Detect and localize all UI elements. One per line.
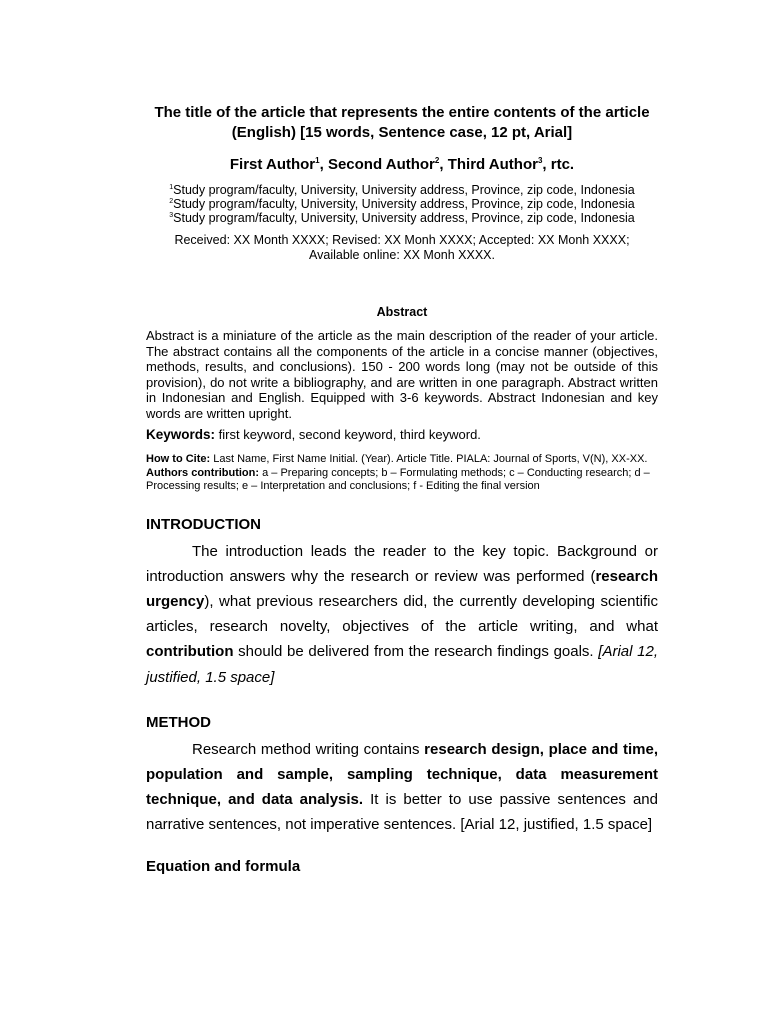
introduction-bold-text: contribution — [146, 643, 234, 661]
introduction-bold-text: research urgency — [146, 567, 658, 610]
author-separator: , — [439, 156, 448, 173]
citation-block — [146, 453, 658, 494]
dates-line-1: Received: XX Month XXXX; Revised: XX Monh XXXX; Accepted: XX Monh XXXX; — [174, 233, 630, 247]
abstract-text: Abstract is a miniature of the article as the main description of the reader of your article. The abstract contains all the components of the article in a concise manner (objectives, methods, results, and conclusions). 150 - 200 words long (may not be outside of this provision), do not write a bibliography, and are written in one paragraph. Abstract written in Indonesian and English. Equipped with 3-6 keywords. Abstract Indonesian and key words are written upright. — [146, 328, 658, 421]
author-name: Third Author — [447, 156, 538, 173]
author-separator: , — [319, 156, 328, 173]
affiliation-marker: 3 — [169, 211, 174, 219]
introduction-paragraph — [146, 539, 658, 690]
author-line — [146, 155, 658, 175]
method-heading: METHOD — [146, 713, 211, 731]
article-dates — [146, 233, 658, 263]
affiliation-text: Study program/faculty, University, University address, Province, zip code, Indonesia — [173, 197, 635, 211]
introduction-text: The introduction leads the reader to the key topic. Background or introduction answers why the research or review was performed ( — [146, 542, 658, 585]
introduction-text: ), what previous researchers did, the currently developing scientific articles, research novelty, objectives of the article writing, and what — [146, 592, 658, 636]
author-name: Second Author — [327, 156, 435, 173]
author-affiliation-marker: 1 — [315, 156, 320, 165]
method-paragraph — [146, 737, 658, 838]
introduction-text: should be delivered from the research findings goals. — [233, 643, 599, 661]
affiliation-line — [146, 211, 658, 225]
affiliation-list — [146, 183, 658, 225]
author-affiliation-marker: 3 — [537, 156, 543, 165]
affiliation-text: Study program/faculty, University, University address, Province, zip code, Indonesia — [173, 183, 635, 197]
keywords-line — [146, 427, 658, 443]
affiliation-text: Study program/faculty, University, University address, Province, zip code, Indonesia — [173, 211, 635, 225]
authors-contribution-text: a – Preparing concepts; b – Formulating methods; c – Conducting research; d – Processing results; e – Interpretation and conclusions; f - Editing the final version — [146, 466, 650, 492]
authors-contribution-label: Authors contribution: — [146, 466, 260, 479]
affiliation-line — [146, 183, 658, 197]
introduction-format-note: [Arial 12, justified, 1.5 space] — [146, 643, 658, 686]
keywords-label: Keywords: — [146, 427, 216, 442]
equation-heading: Equation and formula — [146, 857, 301, 875]
how-to-cite-text: Last Name, First Name Initial. (Year). Article Title. PIALA: Journal of Sports, V(N), XX-XX. — [210, 453, 648, 465]
affiliation-line — [146, 197, 658, 211]
author-affiliation-marker: 2 — [434, 156, 440, 165]
keywords-text: first keyword, second keyword, third keyword. — [215, 427, 481, 442]
introduction-heading: INTRODUCTION — [146, 515, 261, 533]
author-separator: , rtc. — [542, 156, 575, 173]
affiliation-marker: 1 — [169, 183, 174, 191]
method-text: It is better to use passive sentences and narrative sentences, not imperative sentences. [Arial 12, justified, 1.5 space] — [146, 791, 658, 834]
dates-line-2: Available online: XX Monh XXXX. — [309, 248, 495, 262]
method-text: Research method writing contains — [192, 740, 425, 758]
how-to-cite-label: How to Cite: — [146, 453, 211, 465]
article-content — [146, 103, 658, 876]
article-title: The title of the article that represents the entire contents of the article (English) [15 words, Sentence case, 12 pt, Arial] — [154, 104, 650, 141]
author-name: First Author — [229, 156, 316, 173]
abstract-heading: Abstract — [376, 305, 428, 319]
affiliation-marker: 2 — [169, 197, 174, 205]
method-bold-text: research design, place and time, population and sample, sampling technique, data measurement technique, and data analysis. — [146, 740, 658, 809]
